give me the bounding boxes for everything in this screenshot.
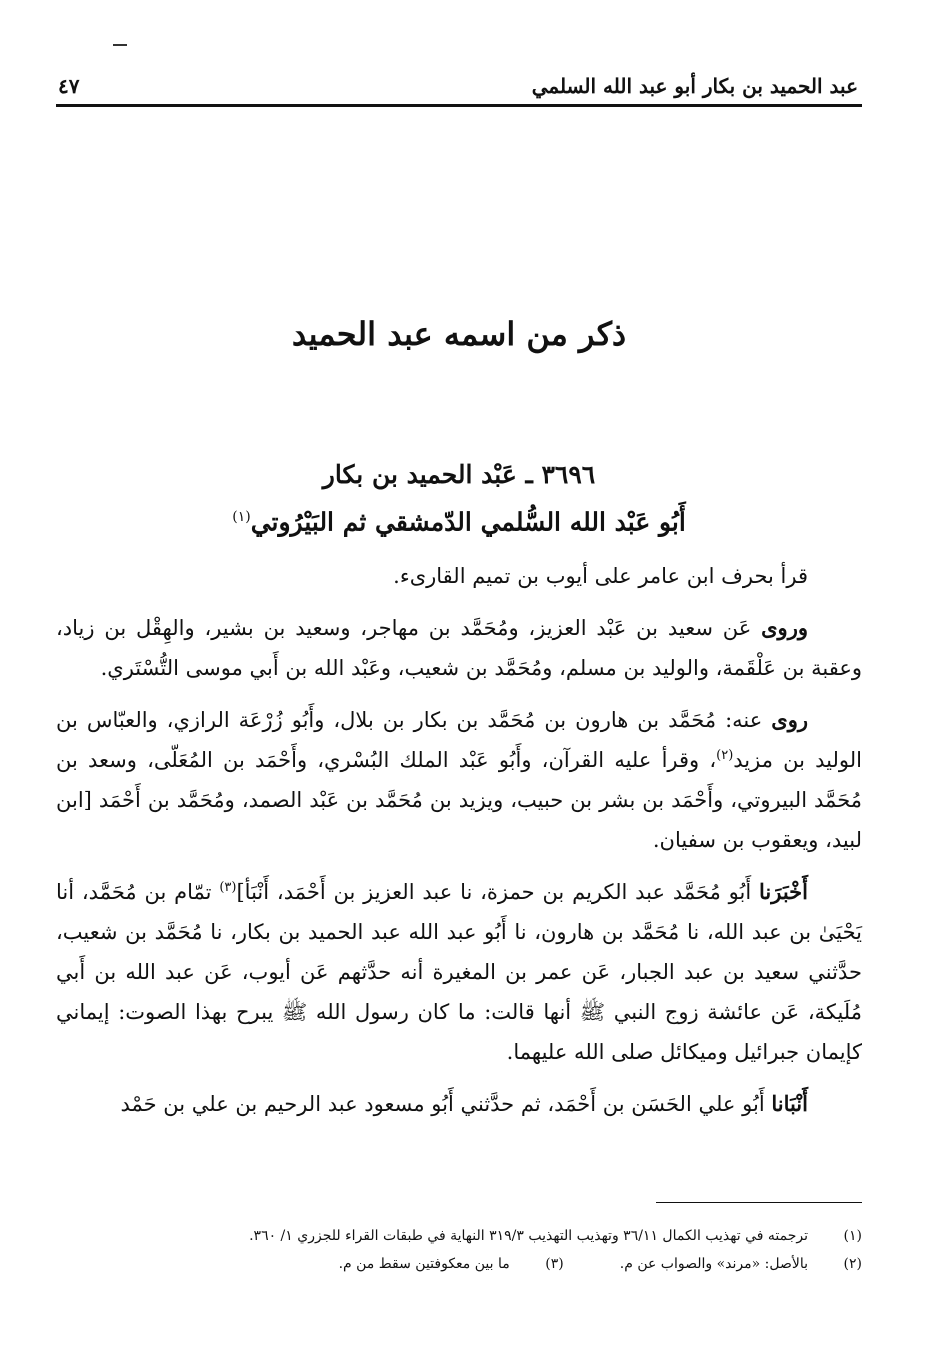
body-paragraph: [56, 556, 862, 596]
footnote-text: بالأصل: «مرند» والصواب عن م.: [619, 1256, 808, 1272]
paragraph-text: عنه: مُحَمَّد بن هارون بن مُحَمَّد بن بكار بن بلال، وأَبُو زُرْعَة الرازي، والعبّاس بن الوليد بن مزيد: [56, 708, 862, 772]
paragraph-text: قرأ بحرف ابن عامر على أيوب بن تميم القارىء.: [393, 564, 808, 588]
section-heading: ذكر من اسمه عبد الحميد: [291, 315, 627, 353]
page-header: [56, 70, 862, 104]
paragraph-lead-word: وروى: [761, 615, 808, 640]
paragraph-text: أَبُو علي الحَسَن بن أَحْمَد، ثم حدَّثني أَبُو مسعود عبد الرحيم بن علي بن حَمْد: [120, 1092, 772, 1116]
footnote-rule: [656, 1202, 862, 1203]
running-title: عبد الحميد بن بكار أبو عبد الله السلمي: [531, 74, 858, 98]
paragraph-lead-word: أَنْبَانا: [771, 1091, 808, 1116]
body-paragraph: [56, 872, 862, 1072]
footnote-item: [620, 1250, 862, 1278]
body-paragraph: [56, 1084, 862, 1124]
footnote-marker: (٢): [716, 748, 734, 763]
entry-title-line-2: [56, 496, 862, 543]
entry-title: [56, 454, 862, 543]
paragraph-text: عَن سعيد بن عَبْد العزيز، ومُحَمَّد بن مهاجر، وسعيد بن بشير، والهِقْل بن زياد، وعقبة بن عَلْقَمة، والوليد بن مسلم، ومُحَمَّد بن شعيب، وعَبْد الله بن أَبي موسى التُّسْتَري.: [56, 616, 862, 680]
footnote-text: ترجمته في تهذيب الكمال ٣٦/١١ وتهذيب التهذيب ٣١٩/٣ النهاية في طبقات القراء للجزري ١/ ٣٦٠.: [249, 1228, 808, 1244]
footnote-line: [56, 1222, 862, 1250]
footnotes: [56, 1222, 862, 1278]
paragraph-text: ، وقرأ عليه القرآن، وأَبُو عَبْد الملك البُسْري، وأَحْمَد بن المُعَلّى، وسعد بن مُحَمَّد البيروتي، وأَحْمَد بن بشر بن حبيب، ويزيد بن مُحَمَّد بن عَبْد الصمد، ومُحَمَّد بن أَحْمَد [ابن لبيد، ويعقوب بن سفيان.: [56, 748, 862, 852]
footnote-text: ما بين معكوفتين سقط من م.: [338, 1256, 510, 1272]
footnote-marker: (١): [232, 509, 251, 525]
paragraph-lead-word: أَخْبَرَنا: [759, 879, 808, 904]
stray-ink-mark: [113, 44, 127, 46]
footnote-marker: (٣): [219, 880, 237, 895]
footnote-item: [339, 1250, 564, 1278]
paragraph-text: أَبُو مُحَمَّد عبد الكريم بن حمزة، نا عبد العزيز بن أَحْمَد، أَنْبَأ]: [236, 880, 760, 904]
paragraph-lead-word: روى: [771, 707, 808, 732]
paragraph-text: تمّام بن مُحَمَّد، أنا يَحْيَىٰ بن عبد الله، نا مُحَمَّد بن هارون، نا أَبُو عبد الله عبد الحميد بن بكار، نا مُحَمَّد بن شعيب، حدَّثني سعيد بن عبد الجبار، عَن عمر بن المغيرة أنه حدَّثهم عَن أيوب، عَن عبد الله بن أَبي مُلَيكة، عَن عائشة زوج النبي ﷺ أنها قالت: ما كان رسول الله ﷺ يبرح بهذا الصوت: إيماني كإيمان جبرائيل وميكائل صلى الله عليهما.: [56, 880, 862, 1064]
body-paragraph: [56, 700, 862, 860]
footnote-line: [56, 1250, 862, 1278]
header-rule: [56, 104, 862, 107]
footnote-number: (٣): [545, 1256, 564, 1272]
body-paragraph: [56, 608, 862, 688]
entry-title-line-1: ٣٦٩٦ ـ عَبْد الحميد بن بكار: [322, 460, 596, 489]
entry-title-name: أَبُو عَبْد الله السُّلمي الدّمشقي ثم البَيْرُوتي: [250, 507, 686, 537]
footnote-number: (٢): [843, 1256, 862, 1272]
footnote-item: [249, 1222, 862, 1250]
footnote-number: (١): [843, 1228, 862, 1244]
body-text: [56, 556, 862, 1124]
page-number: ٤٧: [58, 74, 80, 98]
